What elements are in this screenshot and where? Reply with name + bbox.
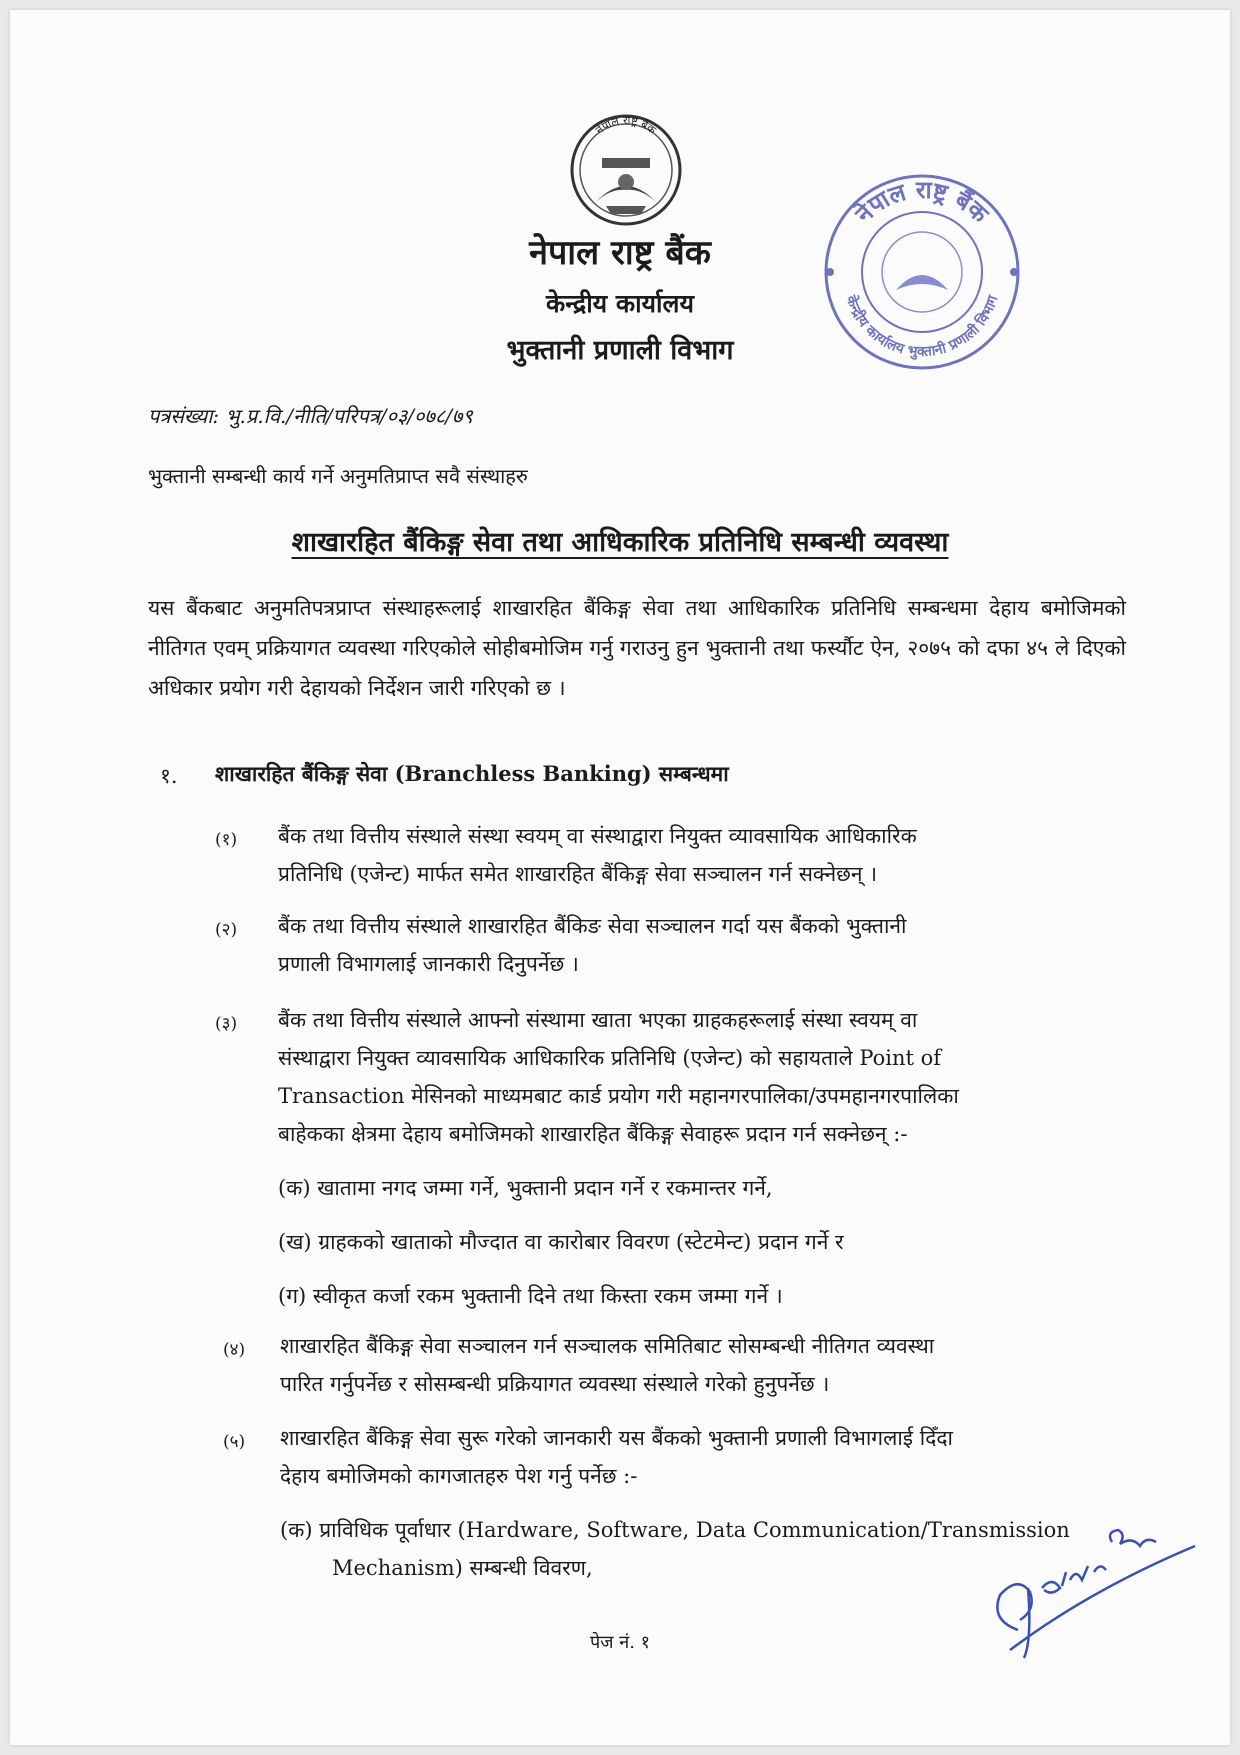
emblem-text: नेपाल राष्ट्र बैंक <box>593 113 659 137</box>
organization-name: नेपाल राष्ट्र बैंक <box>529 233 711 273</box>
clause-line: पारित गर्नुपर्नेछ र सोसम्बन्धी प्रक्रियागत व्यवस्था संस्थाले गरेको हुनुपर्नेछ । <box>280 1372 830 1396</box>
clause-number: (३) <box>215 1014 238 1034</box>
sub-item: (क) खातामा नगद जम्मा गर्ने, भुक्तानी प्रदान गर्ने र रकमान्तर गर्ने, <box>278 1176 773 1200</box>
section-number: १. <box>160 764 178 788</box>
clause-line: संस्थाद्वारा नियुक्त व्यावसायिक आधिकारिक प्रतिनिधि (एजेन्ट) को सहायताले Point of <box>278 1046 942 1070</box>
clause-line: प्रणाली विभागलाई जानकारी दिनुपर्नेछ । <box>278 952 579 976</box>
clause-line: प्रतिनिधि (एजेन्ट) मार्फत समेत शाखारहित बैंकिङ्ग सेवा सञ्चालन गर्न सक्नेछन् । <box>278 862 878 886</box>
svg-text:नेपाल राष्ट्र बैंक <box>849 176 995 229</box>
clause-number: (४) <box>223 1340 246 1360</box>
clause-line: बैंक तथा वित्तीय संस्थाले शाखारहित बैंकिङ सेवा सञ्चालन गर्दा यस बैंकको भुक्तानी <box>278 914 907 938</box>
page-number: पेज नं. १ <box>589 1632 651 1653</box>
sub-item: (ख) ग्राहकको खाताको मौज्दात वा कारोबार विवरण (स्टेटमेन्ट) प्रदान गर्ने र <box>278 1230 844 1254</box>
bank-emblem-logo <box>566 110 686 230</box>
office-name: केन्द्रीय कार्यालय <box>546 289 694 318</box>
department-name: भुक्तानी प्रणाली विभाग <box>506 335 734 366</box>
clause-line: शाखारहित बैंकिङ्ग सेवा सुरू गरेको जानकारी यस बैंकको भुक्तानी प्रणाली विभागलाई दिँदा <box>280 1426 953 1450</box>
clause-line: देहाय बमोजिमको कागजातहरु पेश गर्नु पर्नेछ :- <box>280 1464 638 1488</box>
sub-item: (ग) स्वीकृत कर्जा रकम भुक्तानी दिने तथा किस्ता रकम जम्मा गर्ने । <box>278 1284 783 1308</box>
stamp-text-top: नेपाल राष्ट्र बैंक <box>849 175 994 229</box>
reference-number: पत्रसंख्या: भु.प्र.वि./नीति/परिपत्र/०३/०७८/७९ <box>148 404 473 428</box>
clause-number: (२) <box>215 920 238 940</box>
subject-heading <box>10 522 1230 559</box>
clause-line: शाखारहित बैंकिङ्ग सेवा सञ्चालन गर्न सञ्चालक समितिबाट सोसम्बन्धी नीतिगत व्यवस्था <box>280 1334 935 1358</box>
stamp-text-bottom: केन्द्रीय कार्यालय भुक्तानी प्रणाली विभाग <box>842 293 1002 361</box>
intro-paragraph: यस बैंकबाट अनुमतिपत्रप्राप्त संस्थाहरूलाई शाखारहित बैंकिङ्ग सेवा तथा आधिकारिक प्रतिनिधि सम्बन्धमा देहाय बमोजिमको नीतिगत एवम् प्रक्रियागत व्यवस्था गरिएकोले सोहीबमोजिम गर्नु गराउनु हुन भुक्तानी तथा फर्स्यौट ऐन, २०७५ को दफा ४५ ले दिएको अधिकार प्रयोग गरी देहायको निर्देशन जारी गरिएको छ । <box>148 596 1126 700</box>
section-title: शाखारहित बैंकिङ्ग सेवा (Branchless Banking) सम्बन्धमा <box>215 761 729 786</box>
svg-text:नेपाल राष्ट्र बैंक <box>593 114 659 137</box>
document-page <box>10 10 1230 1745</box>
addressee: भुक्तानी सम्बन्धी कार्य गर्ने अनुमतिप्राप्त सवै संस्थाहरु <box>148 464 528 488</box>
clause-line: बैंक तथा वित्तीय संस्थाले संस्था स्वयम् वा संस्थाद्वारा नियुक्त व्यावसायिक आधिकारिक <box>278 824 917 848</box>
clause-number: (१) <box>215 830 238 850</box>
sub-item: (क) प्राविधिक पूर्वाधार (Hardware, Software, Data Communication/Transmission <box>280 1518 1070 1542</box>
sub-item-continuation: Mechanism) सम्बन्धी विवरण, <box>332 1556 593 1580</box>
subject-text: शाखारहित बैंकिङ्ग सेवा तथा आधिकारिक प्रतिनिधि सम्बन्धी व्यवस्था <box>291 527 949 558</box>
clause-line: बैंक तथा वित्तीय संस्थाले आफ्नो संस्थामा खाता भएका ग्राहकहरूलाई संस्था स्वयम् वा <box>278 1008 918 1032</box>
clause-line: Transaction मेसिनको माध्यमबाट कार्ड प्रयोग गरी महानगरपालिका/उपमहानगरपालिका <box>278 1084 959 1108</box>
clause-number: (५) <box>223 1432 246 1452</box>
clause-line: बाहेकका क्षेत्रमा देहाय बमोजिमको शाखारहित बैंकिङ्ग सेवाहरू प्रदान गर्न सक्नेछन् :- <box>278 1122 908 1146</box>
